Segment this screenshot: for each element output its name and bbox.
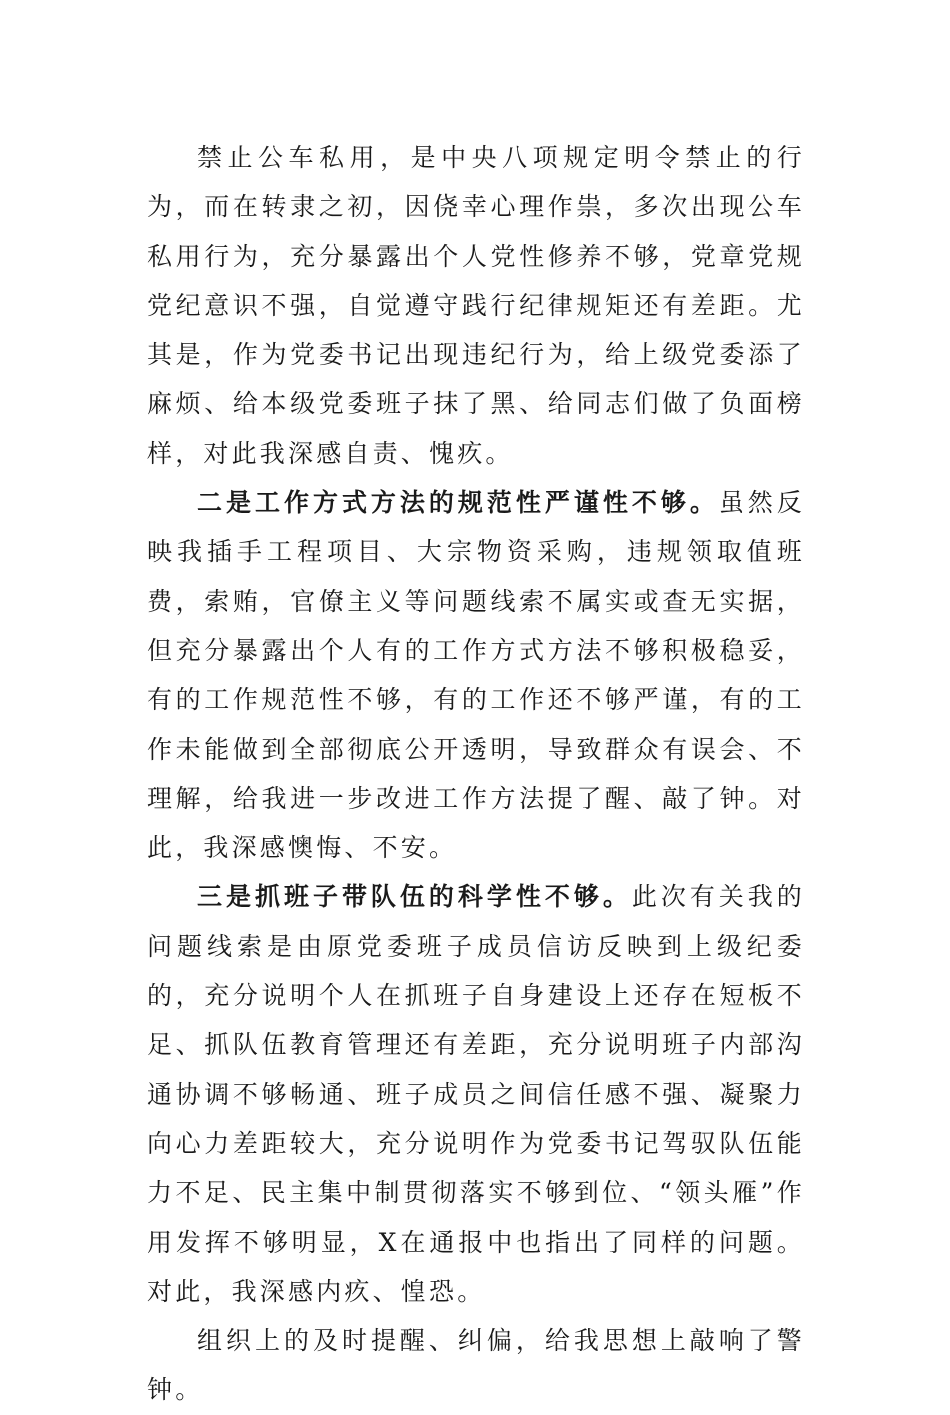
paragraph-text: 虽然反映我插手工程项目、大宗物资采购，违规领取值班费，索贿，官僚主义等问题线索不属实或查无实据，但充分暴露出个人有的工作方式方法不够积极稳妥，有的工作规范性不够，有的工作还不够严谨，有的工作未能做到全部彻底公开透明，导致群众有误会、不理解，给我进一步改进工作方法提了醒、敲了钟。对此，我深感懊悔、不安。 xyxy=(147,488,805,863)
paragraph-wake-up-call xyxy=(147,1316,805,1415)
paragraph-heading: 三是抓班子带队伍的科学性不够。 xyxy=(197,882,632,912)
document-body xyxy=(147,133,805,1415)
paragraph-official-car-misuse xyxy=(147,133,805,478)
paragraph-text: 组织上的及时提醒、纠偏，给我思想上敲响了警钟。 xyxy=(147,1326,805,1405)
paragraph-text: 此次有关我的问题线索是由原党委班子成员信访反映到上级纪委的，充分说明个人在抓班子自身建设上还存在短板不足、抓队伍教育管理还有差距，充分说明班子内部沟通协调不够畅通、班子成员之间信任感不强、凝聚力向心力差距较大，充分说明作为党委书记驾驭队伍能力不足、民主集中制贯彻落实不够到位、“领头雁”作用发挥不够明显，X在通报中也指出了同样的问题。对此，我深感内疚、惶恐。 xyxy=(147,882,805,1306)
paragraph-team-building xyxy=(147,872,805,1316)
paragraph-work-methods xyxy=(147,478,805,872)
paragraph-heading: 二是工作方式方法的规范性严谨性不够。 xyxy=(197,488,719,518)
paragraph-text: 禁止公车私用，是中央八项规定明令禁止的行为，而在转隶之初，因侥幸心理作祟，多次出现公车私用行为，充分暴露出个人党性修养不够，党章党规党纪意识不强，自觉遵守践行纪律规矩还有差距。尤其是，作为党委书记出现违纪行为，给上级党委添了麻烦、给本级党委班子抹了黑、给同志们做了负面榜样，对此我深感自责、愧疚。 xyxy=(147,143,805,468)
